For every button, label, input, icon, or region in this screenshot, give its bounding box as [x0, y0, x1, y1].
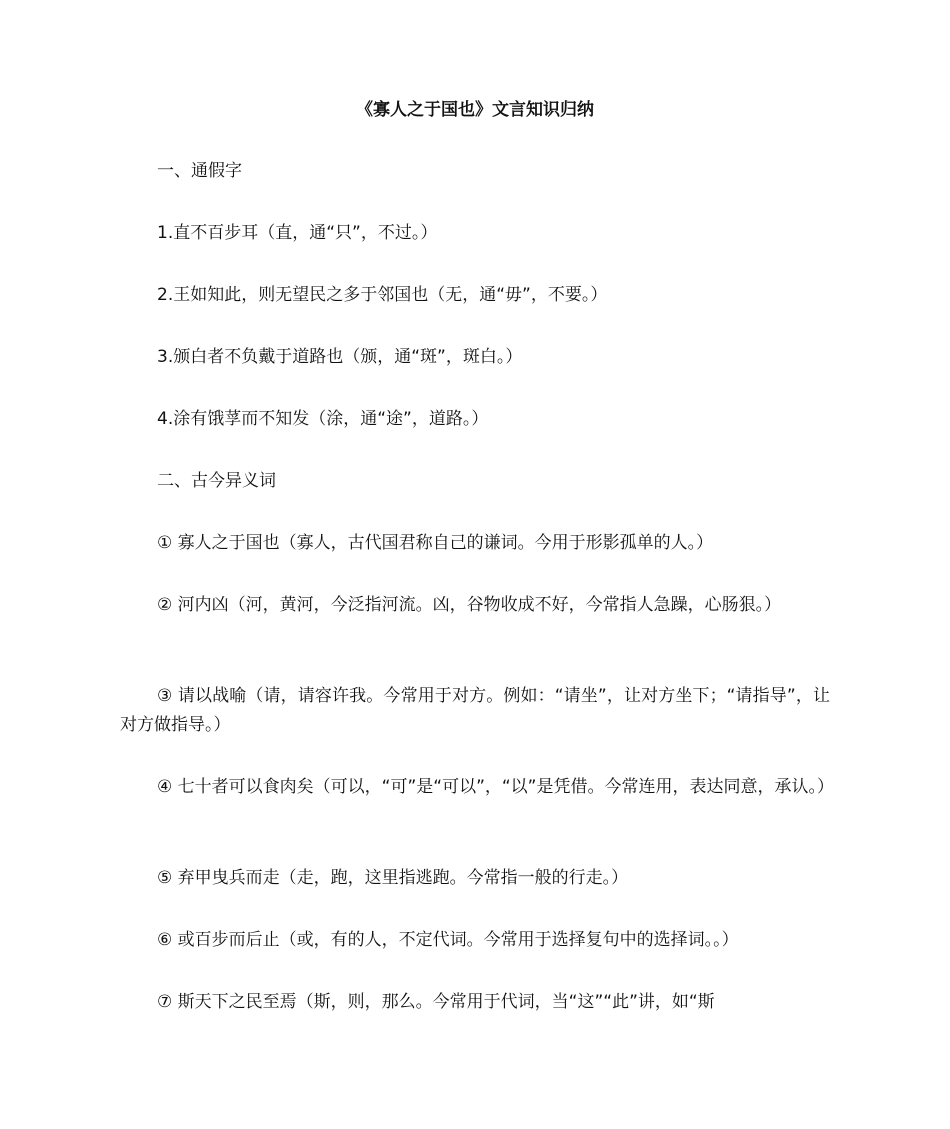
list-item: 2.王如知此，则无望民之多于邻国也（无，通“毋”，不要。） [157, 285, 608, 305]
list-item: ⑤ 弃甲曳兵而走（走，跑，这里指逃跑。今常指一般的行走。） [157, 868, 629, 888]
list-item: 1.直不百步耳（直，通“只”，不过。） [157, 223, 438, 243]
list-item: ① 寡人之于国也（寡人，古代国君称自己的谦词。今用于形影孤单的人。） [157, 533, 714, 553]
list-item: ⑥ 或百步而后止（或，有的人，不定代词。今常用于选择复句中的选择词。。） [157, 930, 739, 950]
list-item: ⑦ 斯天下之民至焉（斯，则，那么。今常用于代词，当“这”“此”讲，如“斯 [157, 992, 715, 1012]
list-item: 4.涂有饿莩而不知发（涂，通“途”，道路。） [157, 409, 489, 429]
document-title: 《寡人之于国也》文言知识归纳 [356, 100, 594, 120]
list-item: ③ 请以战喻（请，请容许我。今常用于对方。例如：“请坐”，让对方坐下；“请指导”，让对方做指导。） [120, 686, 830, 735]
list-item: ② 河内凶（河，黄河，今泛指河流。凶，谷物收成不好，今常指人急躁，心肠狠。） [157, 595, 782, 615]
list-item: ④ 七十者可以食肉矣（可以，“可”是“可以”，“以”是凭借。今常连用，表达同意，承认。） [157, 777, 834, 797]
list-item: 3.颁白者不负戴于道路也（颁，通“斑”，斑白。） [157, 347, 523, 367]
section-heading-tongjiazi: 一、通假字 [157, 161, 242, 181]
section-heading-gujinyiyici: 二、古今异义词 [157, 471, 276, 491]
